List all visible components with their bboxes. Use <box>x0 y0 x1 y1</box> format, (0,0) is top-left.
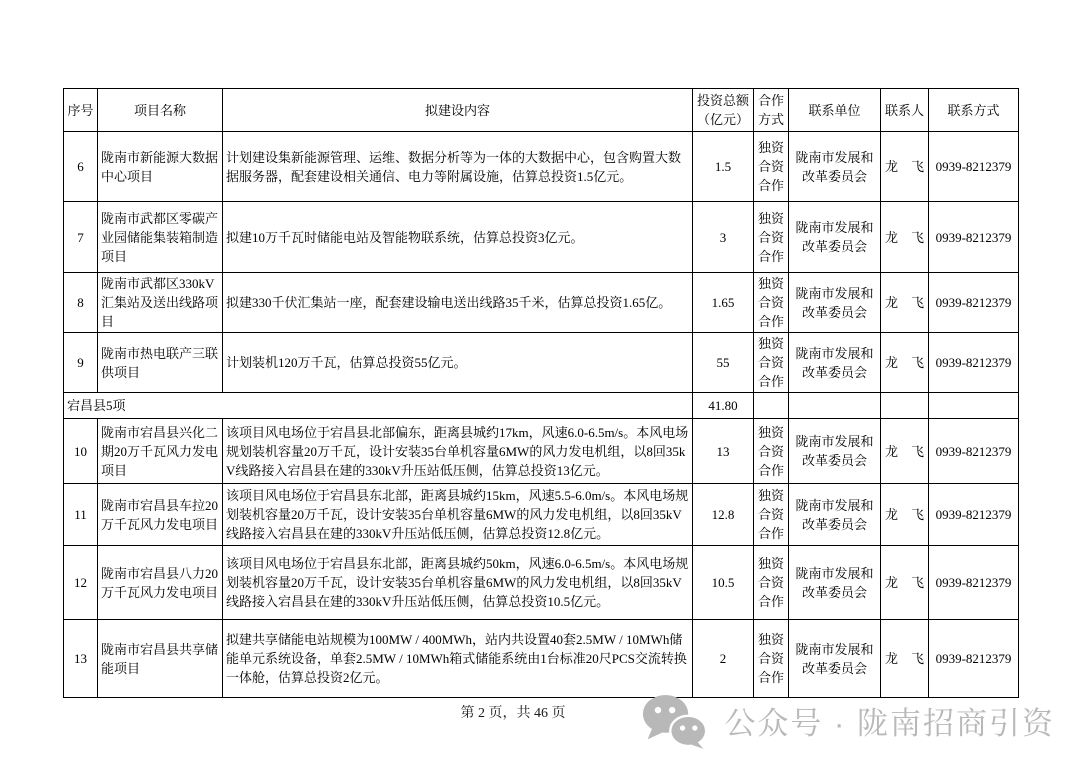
table-row <box>64 333 1019 393</box>
contact-phone: 0939-8212379 <box>929 202 1019 273</box>
project-content: 该项目风电场位于宕昌县北部偏东，距离县城约17km，风速6.0-6.5m/s。本风电场规划装机容量20万千瓦，设计安装35台单机容量6MW的风力发电机组，以8回35kV线路接入宕昌县在建的330kV升压站低压侧，估算总投资13亿元。 <box>223 419 693 484</box>
watermark <box>641 692 1055 749</box>
contact-person: 龙 飞 <box>881 132 929 202</box>
col-header-contact-phone: 联系方式 <box>929 89 1019 132</box>
table-row <box>64 484 1019 546</box>
row-serial-number: 11 <box>64 484 98 546</box>
empty-cell <box>754 393 789 419</box>
contact-person: 龙 飞 <box>881 546 929 620</box>
table-body <box>64 132 1019 698</box>
cooperation-mode: 独资合资合作 <box>754 202 789 273</box>
col-header-contact-person: 联系人 <box>881 89 929 132</box>
contact-phone: 0939-8212379 <box>929 546 1019 620</box>
cooperation-mode: 独资合资合作 <box>754 132 789 202</box>
contact-person: 龙 飞 <box>881 484 929 546</box>
row-serial-number: 8 <box>64 273 98 333</box>
row-serial-number: 10 <box>64 419 98 484</box>
empty-cell <box>789 393 881 419</box>
table-row <box>64 202 1019 273</box>
row-serial-number: 13 <box>64 620 98 698</box>
cooperation-mode: 独资合资合作 <box>754 484 789 546</box>
cooperation-mode: 独资合资合作 <box>754 273 789 333</box>
projects-table <box>63 88 1019 698</box>
col-header-project-name: 项目名称 <box>98 89 223 132</box>
col-header-serial: 序号 <box>64 89 98 132</box>
empty-cell <box>929 393 1019 419</box>
page-number-footer: 第 2 页，共 46 页 <box>460 706 566 721</box>
contact-unit: 陇南市发展和改革委员会 <box>789 273 881 333</box>
contact-unit: 陇南市发展和改革委员会 <box>789 202 881 273</box>
contact-phone: 0939-8212379 <box>929 484 1019 546</box>
table-row <box>64 132 1019 202</box>
watermark-label: 公众号 · 陇南招商引资 <box>724 706 1055 741</box>
col-header-investment: 投资总额（亿元） <box>693 89 754 132</box>
row-serial-number: 9 <box>64 333 98 393</box>
investment-total: 1.5 <box>693 132 754 202</box>
col-header-contact-unit: 联系单位 <box>789 89 881 132</box>
project-content: 计划装机120万千瓦，估算总投资55亿元。 <box>223 333 693 393</box>
table-row <box>64 419 1019 484</box>
project-name: 陇南市热电联产三联供项目 <box>98 333 223 393</box>
project-content: 该项目风电场位于宕昌县东北部，距离县城约50km，风速6.0-6.5m/s。本风电场规划装机容量20万千瓦，设计安装35台单机容量6MW的风力发电机组，以8回35kV线路接入宕昌县在建的330kV升压站低压侧，估算总投资10.5亿元。 <box>223 546 693 620</box>
row-serial-number: 7 <box>64 202 98 273</box>
table-row <box>64 620 1019 698</box>
contact-person: 龙 飞 <box>881 273 929 333</box>
contact-phone: 0939-8212379 <box>929 273 1019 333</box>
contact-unit: 陇南市发展和改革委员会 <box>789 484 881 546</box>
contact-phone: 0939-8212379 <box>929 419 1019 484</box>
cooperation-mode: 独资合资合作 <box>754 546 789 620</box>
project-name: 陇南市宕昌县共享储能项目 <box>98 620 223 698</box>
cooperation-mode: 独资合资合作 <box>754 620 789 698</box>
project-name: 陇南市宕昌县八力20万千瓦风力发电项目 <box>98 546 223 620</box>
project-name: 陇南市武都区330kV汇集站及送出线路项目 <box>98 273 223 333</box>
contact-phone: 0939-8212379 <box>929 620 1019 698</box>
contact-person: 龙 飞 <box>881 333 929 393</box>
investment-total: 13 <box>693 419 754 484</box>
table-row <box>64 546 1019 620</box>
contact-person: 龙 飞 <box>881 620 929 698</box>
project-name: 陇南市宕昌县车拉20万千瓦风力发电项目 <box>98 484 223 546</box>
project-name: 陇南市宕昌县兴化二期20万千瓦风力发电项目 <box>98 419 223 484</box>
project-content: 计划建设集新能源管理、运维、数据分析等为一体的大数据中心，包含购置大数据服务器，配套建设相关通信、电力等附属设施，估算总投资1.5亿元。 <box>223 132 693 202</box>
row-serial-number: 12 <box>64 546 98 620</box>
county-band-label: 宕昌县5项 <box>64 393 693 419</box>
cooperation-mode: 独资合资合作 <box>754 333 789 393</box>
investment-total: 12.8 <box>693 484 754 546</box>
project-content: 拟建10万千瓦时储能电站及智能物联系统，估算总投资3亿元。 <box>223 202 693 273</box>
county-band-investment: 41.80 <box>693 393 754 419</box>
project-name: 陇南市武都区零碳产业园储能集装箱制造项目 <box>98 202 223 273</box>
project-content: 拟建330千伏汇集站一座，配套建设输电送出线路35千米，估算总投资1.65亿。 <box>223 273 693 333</box>
col-header-content: 拟建设内容 <box>223 89 693 132</box>
investment-total: 3 <box>693 202 754 273</box>
contact-person: 龙 飞 <box>881 202 929 273</box>
wechat-logo-icon <box>641 692 709 749</box>
county-band-row <box>64 393 1019 419</box>
contact-person: 龙 飞 <box>881 419 929 484</box>
project-content: 该项目风电场位于宕昌县东北部，距离县城约15km，风速5.5-6.0m/s。本风电场规划装机容量20万千瓦，设计安装35台单机容量6MW的风力发电机组，以8回35kV线路接入宕昌县在建的330kV升压站低压侧，估算总投资12.8亿元。 <box>223 484 693 546</box>
contact-unit: 陇南市发展和改革委员会 <box>789 620 881 698</box>
table-header-row <box>64 89 1019 132</box>
empty-cell <box>881 393 929 419</box>
contact-unit: 陇南市发展和改革委员会 <box>789 333 881 393</box>
contact-unit: 陇南市发展和改革委员会 <box>789 419 881 484</box>
project-name: 陇南市新能源大数据中心项目 <box>98 132 223 202</box>
col-header-coop-mode: 合作方式 <box>754 89 789 132</box>
cooperation-mode: 独资合资合作 <box>754 419 789 484</box>
contact-phone: 0939-8212379 <box>929 333 1019 393</box>
investment-total: 10.5 <box>693 546 754 620</box>
investment-total: 1.65 <box>693 273 754 333</box>
investment-total: 2 <box>693 620 754 698</box>
project-content: 拟建共享储能电站规模为100MW / 400MWh，站内共设置40套2.5MW / 10MWh储能单元系统设备，单套2.5MW / 10MWh箱式储能系统由1台标准20尺PCS交流转换一体舱，估算总投资2亿元。 <box>223 620 693 698</box>
row-serial-number: 6 <box>64 132 98 202</box>
contact-unit: 陇南市发展和改革委员会 <box>789 546 881 620</box>
contact-phone: 0939-8212379 <box>929 132 1019 202</box>
investment-total: 55 <box>693 333 754 393</box>
table-row <box>64 273 1019 333</box>
contact-unit: 陇南市发展和改革委员会 <box>789 132 881 202</box>
